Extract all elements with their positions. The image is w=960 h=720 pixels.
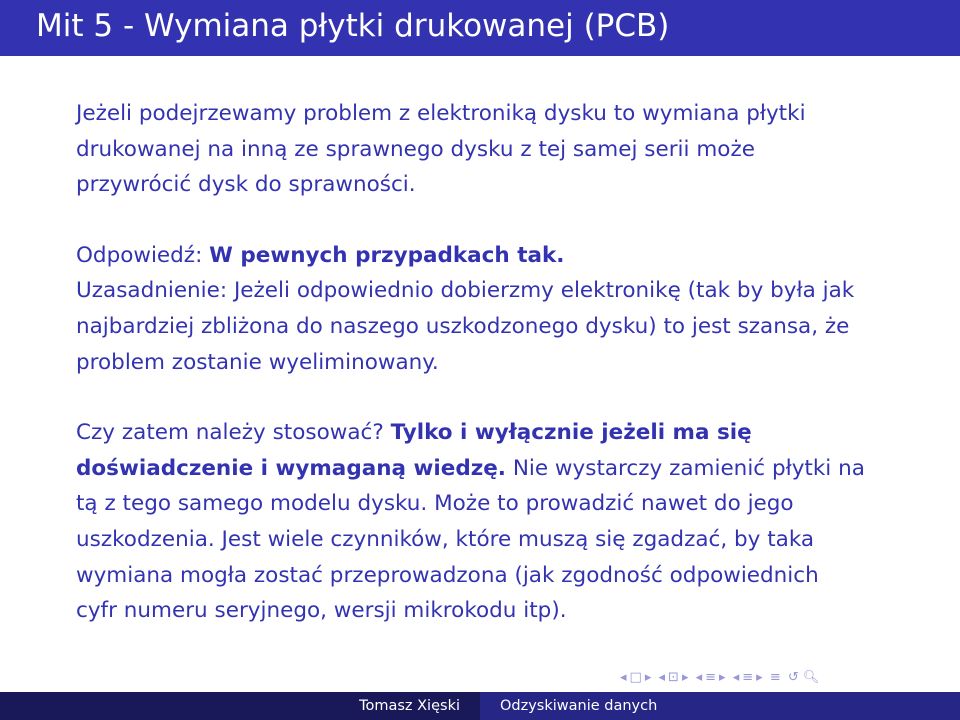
nav-part-icon[interactable]: ≡: [742, 670, 754, 685]
nav-frame-prev-icon[interactable]: ◂: [620, 670, 627, 685]
nav-frame-next-icon[interactable]: ▸: [644, 670, 652, 685]
nav-frame-icon[interactable]: □: [629, 670, 642, 685]
nav-section-icon[interactable]: ≡: [705, 670, 717, 685]
footer-author: Tomasz Xięski: [0, 692, 480, 720]
answer-bold: W pewnych przypadkach tak.: [209, 242, 565, 268]
question-paragraph: [76, 415, 866, 629]
nav-subsection-icon[interactable]: ⊡: [668, 670, 679, 685]
answer-paragraph: [76, 238, 866, 380]
title-bar: [0, 0, 960, 56]
nav-search-icon[interactable]: ↺ 🔍︎: [787, 670, 820, 685]
nav-section-next-icon[interactable]: ▸: [719, 670, 726, 685]
nav-part-next-icon[interactable]: ▸: [756, 670, 763, 685]
beamer-navigation: [620, 670, 822, 688]
question-label: Czy zatem należy stosować?: [76, 420, 391, 446]
nav-align-icon[interactable]: ≡: [769, 670, 781, 685]
question-bold: Tylko i wyłącznie jeżeli ma się doświadczenie i wymaganą wiedzę.: [76, 420, 752, 481]
slide-title: Mit 5 - Wymiana płytki drukowanej (PCB): [36, 8, 670, 44]
intro-paragraph: Jeżeli podejrzewamy problem z elektroniką dysku to wymiana płytki drukowanej na inną ze sprawnego dysku z tej samej serii może przywrócić dysk do sprawności.: [76, 101, 806, 198]
footer: [0, 692, 960, 720]
slide-content: [76, 96, 866, 629]
nav-section-prev-icon[interactable]: ◂: [695, 670, 703, 685]
nav-part-prev-icon[interactable]: ◂: [732, 670, 740, 685]
nav-subsection-prev-icon[interactable]: ◂: [658, 670, 666, 685]
nav-subsection-next-icon[interactable]: ▸: [681, 670, 689, 685]
justification-text: Uzasadnienie: Jeżeli odpowiednio dobierzmy elektronikę (tak by była jak najbardziej zbliżona do naszego uszkodzonego dysku) to jest szansa, że problem zostanie wyeliminowany.: [76, 278, 855, 375]
footer-topic: Odzyskiwanie danych: [480, 692, 960, 720]
question-rest: Nie wystarczy zamienić płytki na tą z tego samego modelu dysku. Może to prowadzić nawet do jego uszkodzenia. Jest wiele czynników, które muszą się zgadzać, by taka wymiana mogła zostać przeprowadzona (jak zgodność odpowiednich cyfr numeru seryjnego, wersji mikrokodu itp).: [76, 455, 865, 624]
answer-label: Odpowiedź:: [76, 242, 210, 268]
